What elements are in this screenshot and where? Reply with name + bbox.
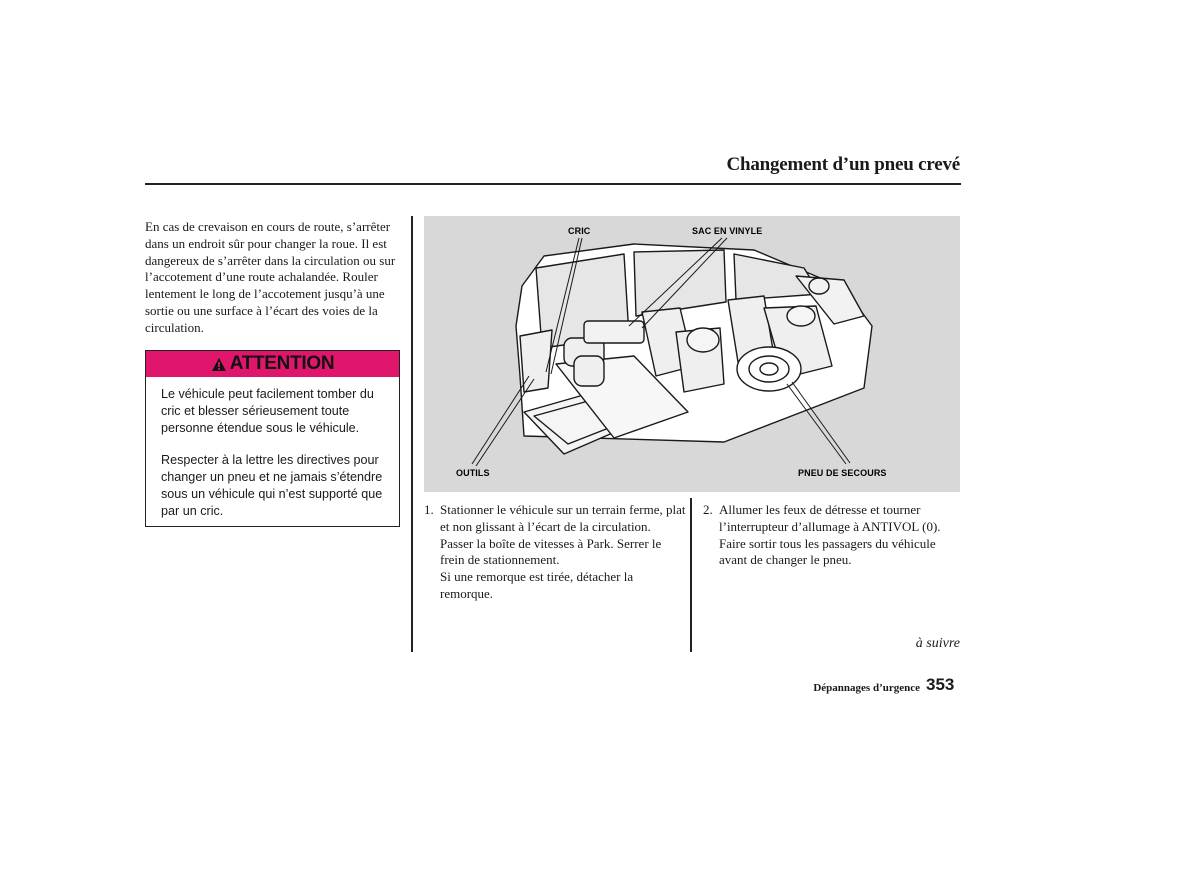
continued-note: à suivre [915,636,960,651]
intro-paragraph: En cas de crevaison en cours de route, s’arrêter dans un endroit sûr pour changer la roue. Il est dangereux de s’arrêter dans la circulation ou sur l’accotement d’une route achalandée. Rouler lentement le long de l’accotement jusqu’à une sortie ou une surface à l’écart des voies de la circulation. [145,219,396,335]
page-number: 353 [926,675,955,694]
step-1 [424,502,686,603]
warning-title: ATTENTION [229,353,335,374]
page-title: Changement d’un pneu crevé [726,154,960,175]
warning-header [146,351,399,377]
figure-label-jack: CRIC [568,226,591,236]
column-divider-left [411,216,413,652]
column-divider-right [690,498,692,652]
step-number: 2. [703,502,713,517]
warning-triangle-icon [211,357,227,372]
figure-label-tools: OUTILS [456,468,490,478]
figure-label-vinyl-bag: SAC EN VINYLE [692,226,763,236]
warning-paragraph: Le véhicule peut facilement tomber du cric et blesser sérieusement toute personne étendue sous le véhicule. [161,387,374,435]
warning-box [145,350,400,527]
step-2 [703,502,961,569]
title-divider [145,183,961,185]
step-text-extra: Si une remorque est tirée, détacher la remorque. [440,569,634,601]
warning-paragraph: Respecter à la lettre les directives pour changer un pneu et ne jamais s’étendre sous un véhicule qui n’est supporté que par un cric. [161,453,383,518]
warning-body [146,377,399,520]
step-text: Allumer les feux de détresse et tourner l’interrupteur d’allumage à ANTIVOL (0). Faire sortir tous les passagers du véhicule avant de changer le pneu. [719,502,941,568]
figure-label-spare-tire: PNEU DE SECOURS [798,468,887,478]
footer-section-title: Dépannages d’urgence [813,682,920,694]
step-text: Stationner le véhicule sur un terrain ferme, plat et non glissant à l’écart de la circulation. Passer la boîte de vitesses à Park. Serrer le frein de stationnement. [440,502,686,568]
vehicle-illustration [424,216,960,492]
minivan-interior-drawing [424,216,960,492]
step-number: 1. [424,502,434,517]
